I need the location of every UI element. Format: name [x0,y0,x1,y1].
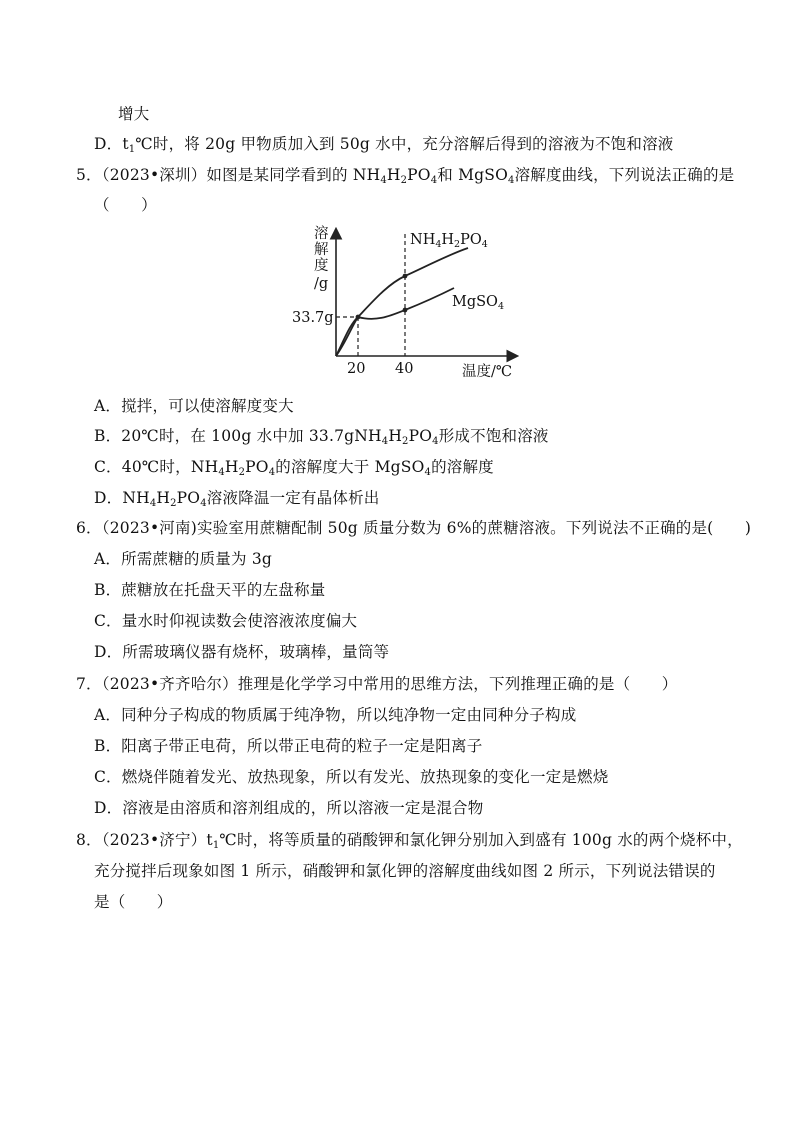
curve-label-mgso4: MgSO$_4$ [452,294,504,312]
y-label-1: 溶 [314,226,329,242]
q7-option-c: C．燃烧伴随着发光、放热现象，所以有发光、放热现象的变化一定是燃烧 [94,768,609,786]
option-d-prev: D．$t_1℃$时，将 20g 甲物质加入到 50g 水中，充分溶解后得到的溶液为不饱和溶液 [94,135,674,155]
point-40-mgso4 [403,308,408,313]
question-8: 8．（2023•济宁）$t_1℃$时，将等质量的硝酸钾和氯化钾分别加入到盛有 100g 水的两个烧杯中， [76,831,743,851]
q6-option-a: A．所需蔗糖的质量为 3g [94,550,273,568]
q6-option-d: D．所需玻璃仪器有烧杯，玻璃棒，量筒等 [94,643,390,661]
q5-option-d: D．$NH_4H_2PO_4$溶液降温一定有晶体析出 [94,489,380,509]
q7-option-a: A．同种分子构成的物质属于纯净物，所以纯净物一定由同种分子构成 [94,706,577,724]
line-continuation: 增大 [118,105,150,123]
q6-option-c: C．量水时仰视读数会使溶液浓度偏大 [94,612,358,630]
q6-option-b: B．蔗糖放在托盘天平的左盘称量 [94,581,326,599]
point-40-nh4h2po4 [403,274,408,279]
curve-label-nh4h2po4: $NH_4H_2PO_4$ [410,232,488,250]
q7-option-b: B．阳离子带正电荷，所以带正电荷的粒子一定是阳离子 [94,737,483,755]
point-20-intersection [356,315,361,320]
question-6: 6．（2023•河南)实验室用蔗糖配制 50g 质量分数为 6%的蔗糖溶液。下列说法不正确的是( ) [76,519,752,537]
y-label-3: 度 [314,258,329,274]
q7-option-d: D．溶液是由溶质和溶剂组成的，所以溶液一定是混合物 [94,799,484,817]
solubility-figure [292,224,520,382]
y-mark-33-7: 33.7g [292,310,334,326]
x-tick-40: 40 [395,361,414,377]
question-5: 5．（2023•深圳）如图是某同学看到的 $NH_4H_2PO_4$和 MgSO$_4$溶解度曲线，下列说法正确的是 [76,166,735,186]
curve-nh4h2po4 [336,248,468,356]
question-7: 7．（2023•齐齐哈尔）推理是化学学习中常用的思维方法，下列推理正确的是（ ） [76,675,678,693]
q5-option-a: A．搅拌，可以使溶解度变大 [94,397,294,415]
question-8-line-3: 是（ ） [94,893,173,911]
question-8-line-2: 充分搅拌后现象如图 1 所示，硝酸钾和氯化钾的溶解度曲线如图 2 所示，下列说法错误的 [94,862,716,880]
q5-option-c: C．40℃时，$NH_4H_2PO_4$的溶解度大于 MgSO$_4$的溶解度 [94,458,494,478]
question-5-paren: （ ） [94,196,157,214]
x-axis-label: 温度/℃ [462,364,513,380]
x-tick-20: 20 [347,361,366,377]
y-label-2: 解 [314,242,329,258]
y-label-4: /g [314,276,329,292]
q5-option-b: B．20℃时，在 100g 水中加 $33.7gNH_4H_2PO_4$形成不饱和溶液 [94,427,549,447]
